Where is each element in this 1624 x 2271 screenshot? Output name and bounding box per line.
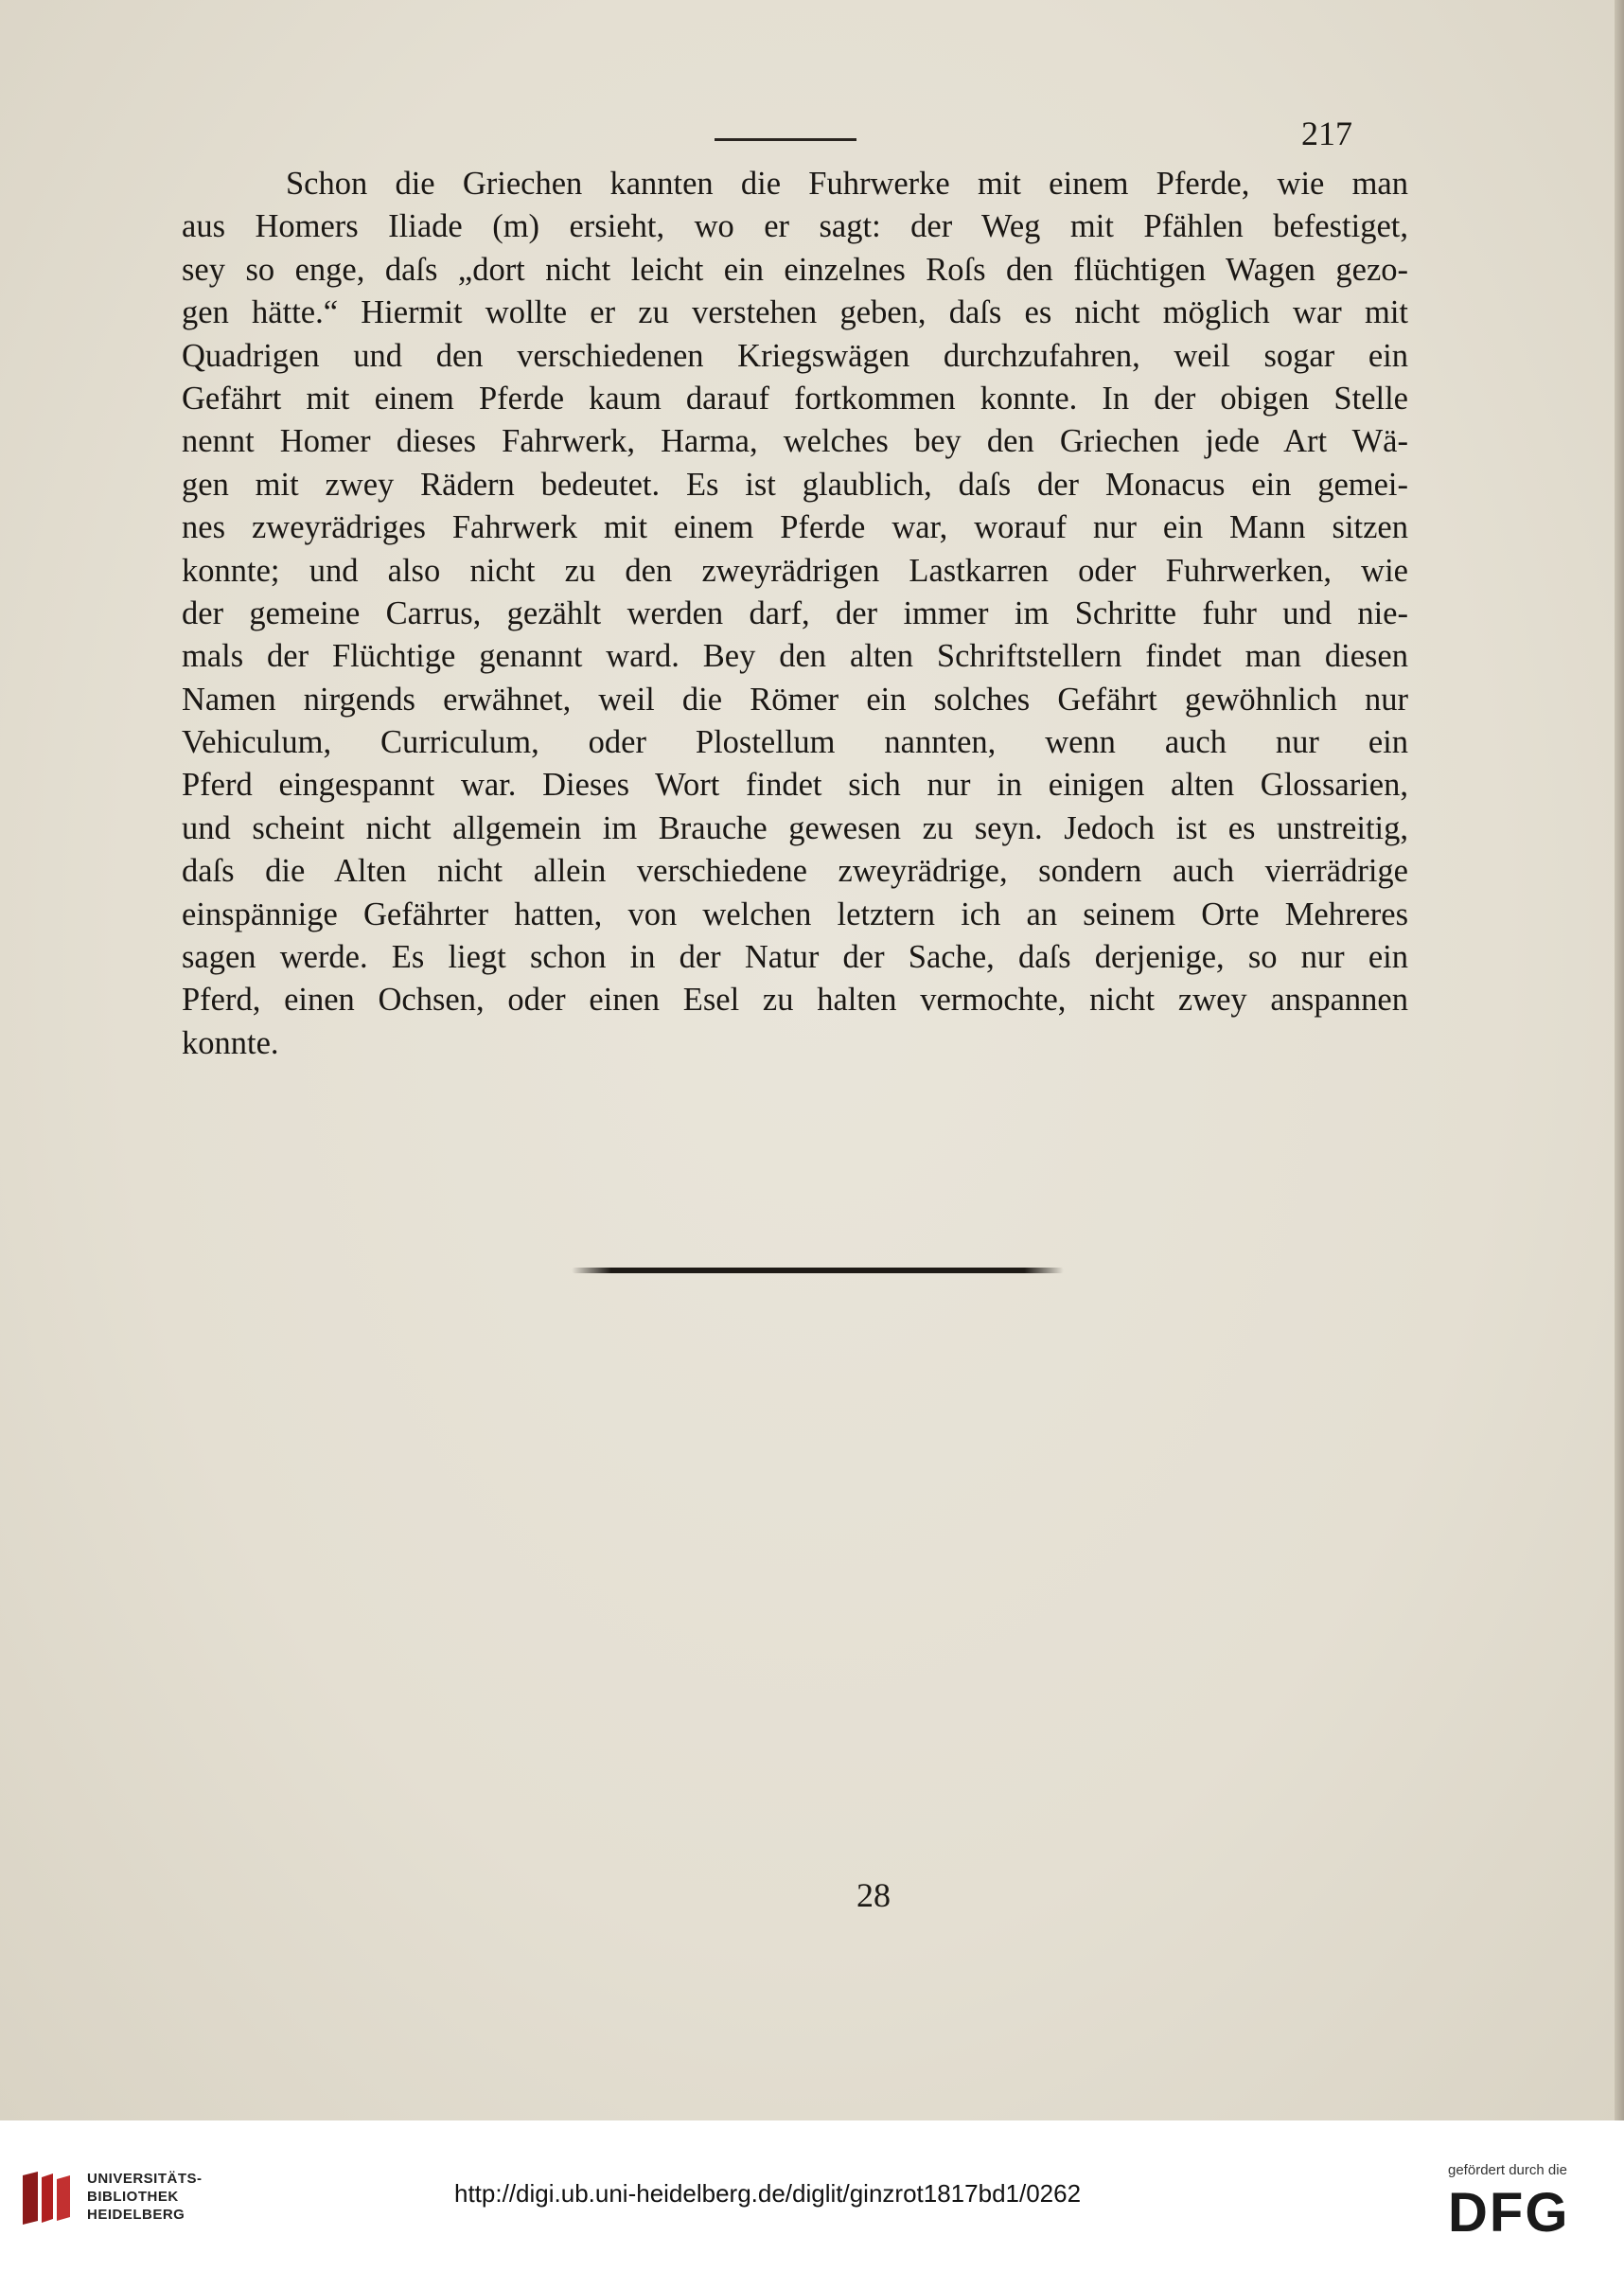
text-line: Vehiculum, Curriculum, oder Plostellum nannten, wenn auch nur ein xyxy=(182,724,1408,761)
text-line: konnte. xyxy=(182,1024,279,1061)
permalink-url[interactable]: http://digi.ub.uni-heidelberg.de/diglit/ginzrot1817bd1/0262 xyxy=(454,2179,1082,2208)
dfg-logo: DFG xyxy=(1448,2182,1570,2244)
library-line: BIBLIOTHEK xyxy=(87,2189,179,2205)
text-line: daſs die Alten nicht allein verschiedene zweyrädrige, sondern auch vierrädrige xyxy=(182,853,1408,890)
text-line: Quadrigen und den verschiedenen Kriegswägen durchzufahren, weil sogar ein xyxy=(182,337,1408,374)
text-line: sagen werde. Es liegt schon in der Natur der Sache, daſs derjenige, so nur ein xyxy=(182,939,1408,976)
text-line: mals der Flüchtige genannt ward. Bey den alten Schriftstellern findet man diesen xyxy=(182,638,1408,675)
text-line: gen hätte.“ Hiermit wollte er zu verstehen geben, daſs es nicht möglich war mit xyxy=(182,294,1408,331)
text-line: gen mit zwey Rädern bedeutet. Es ist glaublich, daſs der Monacus ein gemei- xyxy=(182,466,1408,503)
text-line: sey so enge, daſs „dort nicht leicht ein einzelnes Roſs den flüchtigen Wagen gezo- xyxy=(182,251,1408,288)
library-line: HEIDELBERG xyxy=(87,2207,185,2223)
page-edge xyxy=(1615,0,1624,2120)
text-line: Namen nirgends erwähnet, weil die Römer ein solches Gefährt gewöhnlich nur xyxy=(182,681,1408,718)
funded-by-label: gefördert durch die xyxy=(1448,2162,1567,2178)
library-name xyxy=(87,2170,203,2224)
text-line: Gefährt mit einem Pferde kaum darauf fortkommen konnte. In der obigen Stelle xyxy=(182,380,1408,417)
signature-mark: 28 xyxy=(856,1876,891,1914)
footer-bar xyxy=(0,2120,1624,2271)
library-logo-icon xyxy=(19,2168,76,2228)
text-line: Pferd eingespannt war. Dieses Wort findet sich nur in einigen alten Glossarien, xyxy=(182,767,1408,804)
library-line: UNIVERSITÄTS- xyxy=(87,2171,203,2187)
page-number: 217 xyxy=(1301,115,1352,152)
text-line: Schon die Griechen kannten die Fuhrwerke mit einem Pferde, wie man xyxy=(286,166,1408,202)
text-line: konnte; und also nicht zu den zweyrädrigen Lastkarren oder Fuhrwerken, wie xyxy=(182,552,1408,589)
text-line: nennt Homer dieses Fahrwerk, Harma, welches bey den Griechen jede Art Wä- xyxy=(182,423,1408,460)
header-rule xyxy=(715,138,856,141)
text-line: einspännige Gefährter hatten, von welchen letztern ich an seinem Orte Mehreres xyxy=(182,896,1408,932)
text-line: der gemeine Carrus, gezählt werden darf, der immer im Schritte fuhr und nie- xyxy=(182,594,1408,631)
text-line: und scheint nicht allgemein im Brauche gewesen zu seyn. Jedoch ist es unstreitig, xyxy=(182,809,1408,846)
text-line: Pferd, einen Ochsen, oder einen Esel zu halten vermochte, nicht zwey anspannen xyxy=(182,982,1408,1019)
body-text xyxy=(182,163,1408,1065)
text-line: nes zweyrädriges Fahrwerk mit einem Pferde war, worauf nur ein Mann sitzen xyxy=(182,509,1408,546)
text-line: aus Homers Iliade (m) ersieht, wo er sagt: der Weg mit Pfählen befestiget, xyxy=(182,208,1408,245)
end-rule xyxy=(572,1268,1064,1273)
